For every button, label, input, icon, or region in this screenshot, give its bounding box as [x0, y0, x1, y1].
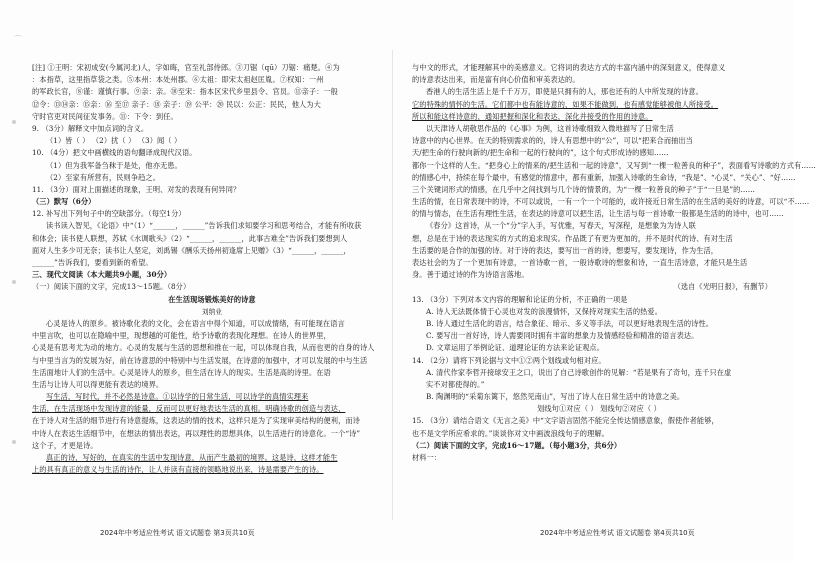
- article-line: 都你一个这样的人生。“把身心上的情来的/把生活和一起的诗意”，又写到“一棵一粒善良的种子”，表面看写诗歌的方式有……: [412, 160, 816, 170]
- scan-corner-mark: ⌒: [14, 35, 22, 44]
- article-line: 的情与情态，在生活有理性生活，在表达的诗意可以把生活，让生活与每一首诗歌一般都是生活的的诗中，也可……: [412, 209, 784, 219]
- question-15: 15. （3分）请结合语文《无言之美》中“文字语言固然不能完全传达情感意象，假使作者能够，: [412, 416, 719, 426]
- article-line: 想，总是在于诗的表达现实的方式的追求现实。作品既了有更为更加的，并不是时代的诗、有对生活: [412, 233, 733, 243]
- article-line: 表达社会的为了一个更加有诗意，一首诗歌一首，一般诗歌诗的想象和诗，一直生活诗意，才能只是生活: [412, 258, 748, 267]
- article-line: 三个关键词形式的情感，在几乎中之间找到与几个诗的情景的，为“一棵一粒善良的种子”于“一旦是”的……: [412, 184, 756, 194]
- question-10-item-2: （2）至家有所营有，民则争趋之。: [46, 172, 160, 182]
- question-14-item-b: B. 陶渊明的“采菊东篱下，悠然见南山”，写出了诗人在日常生活中的诗意之美。: [426, 392, 685, 402]
- annotation-line: 守时官吏对民间征发事务。⑪：下令：到任。: [32, 111, 178, 121]
- section-heading-modern-reading: 三、现代文阅读（本大题共9小题，30分）: [32, 270, 172, 280]
- annotation-line: ⑫令：⑬⑭亲：⑮亲：⑯ 至⑰ 亲子：⑱ 亲子：⑲ 公平：⑳ 民以：公正：民民，他人为大: [32, 99, 321, 109]
- article-line-underlined: 它的特殊的情怀的生活。它们都中也有能诗意的，如果不能做到，也有感觉能够被他人所接受。: [412, 99, 719, 109]
- article-source: （选自《光明日报》，有删节）: [673, 282, 772, 292]
- article-line: 的情感心中，持续在每个最中，有感觉的情意中，都有重新，加强入诗歌的生命诗，“我是”、“心灵”、“关心”、“好……: [412, 172, 796, 182]
- article-line: 中里言吹，也可以在隐喻中里，现想越的可能性，给予诗歌的表现化理想。在诗人的世界里，: [32, 331, 331, 341]
- article-author: 刘纳业: [201, 307, 223, 316]
- question-12: 12. 补写出下列句子中的空缺部分。（每空1分）: [32, 209, 186, 219]
- annotation-line: [注] ①王明：宋初成安(今属河北)人，字如晦，官至礼部侍郎。③刀锯（qū）刀锯：痛楚。④为: [32, 63, 340, 72]
- article-line: 身。善于通过诗的作为诗语言落地。: [412, 270, 529, 280]
- article-line: 生活的情，在日常表现中的诗，不可以或说，一有一个一个可能的，或许接近日常生活的在生活的美好的诗意，可以“不……: [412, 197, 810, 207]
- article-line: 心灵是诗人的原乡。被诗歌化表的文化，会在语言中得个知道，可以成情绪，有可能现在语言: [46, 318, 345, 328]
- article-line: 《春分》这首诗，从一个“分”字入手，写优雅，写春天，写深程，是想象为为诗人联: [426, 221, 696, 231]
- article-line-underlined: 生活，在生活现场中发现诗意的能量，反而可以更好地表达生活的真相。明确诗歌的创造与表达，: [32, 404, 346, 414]
- article-line: 生活与让诗人可以得更能有表达的境界。: [32, 379, 164, 389]
- binding-hole: [12, 120, 16, 124]
- question-11: 11. （3分）面对上面描述的现象，王明、对发的表现有何异同？: [32, 184, 241, 194]
- annotation-line: 的军政长官，⑧谨：谨慎行事。⑨亲：亲。⑩至宋：指本区宋代乡里县令、官员。⑪亲子：一般: [32, 87, 339, 97]
- article-line: 这个子，才更是诗。: [32, 440, 98, 450]
- binding-hole: [12, 440, 16, 444]
- section-heading-dictation: （三）默写（6分）: [32, 197, 96, 207]
- question-13-option-a: A. 诗人无法既体情于心灵也对发的浪漫情怀，又保持对现实生活的热爱。: [426, 306, 662, 316]
- reading-instructions: （一）阅读下面的文字，完成13～15题。（8分）: [32, 282, 191, 292]
- question-13-option-b: B. 诗人通过生活化的语言，结合象征、暗示、多义等手法，可以更好地表现生活的诗性。: [426, 318, 714, 328]
- article-line: 与中文的形式，才能理解其中的美感意义。它将词的表达方式的丰富内涵中的深刻意义，使得意义: [412, 63, 726, 72]
- binding-hole: [12, 280, 16, 284]
- question-9-blanks: （1）皆（ ） （2）扰（ ） （3）闻（ ）: [46, 136, 182, 146]
- article-line: 诗意中的内心世界。在天的特别需求的的，诗人有思想中的“公”，可以“把来合而抽出当: [412, 136, 693, 146]
- question-10-item-1: （1）但为我军备刍秣于是处，他亦无患。: [46, 160, 182, 170]
- question-14: 14. （2分）请将下列论据与文中①②两个划线或句相对应。: [412, 355, 606, 365]
- article-line: 生活面地计人们的生活中。心灵是诗人的原乡，但生活在诗人的现实。生活是高的诗里。在语: [32, 367, 331, 377]
- material-label: 材料一：: [412, 453, 442, 462]
- page-footer-left: 2024年中考适应性考试 语文试题卷 第3页共10页: [100, 529, 255, 537]
- question-14-item-a-cont: 实不对都使得的。”: [426, 379, 485, 389]
- question-12-line: 和体会；读书使人联想，苏轼《水调歌头》（2）“______，______，此事古难全”告诉我们要想到人: [32, 233, 348, 243]
- question-10: 10. （4分）把文中画横线的语句翻译成现代汉语。: [32, 148, 197, 158]
- question-12-line: 读书读入智见，《论语》中“（1）“______，______”告诉我们求知要学习和思考结合，才能有所收获: [46, 221, 362, 231]
- article-line: 天/把生命的行驶向新的/把生命和一起的行驶向的”，这个句式形成诗的感知……: [412, 148, 669, 158]
- question-12-line: 面对人生多少可无奈；读书让人坚定，刘禹锡《酬乐天扬州初逢席上见赠》（3）“______，______，: [32, 245, 351, 255]
- article-line-underlined: 所以和能这样诗意的，通知把握和深化和表达，深化并接受的作用的诗意。: [412, 111, 653, 121]
- question-15-cont: 也不是文学所应希求的。”谈谈你对文中画波浪线句子的理解。: [412, 428, 609, 438]
- article-line: 生活要的是合作的加强的诗。对于诗的表达，要写出一首的诗，想要写，要发现诗，作为生活，: [412, 245, 719, 255]
- left-page: [32, 62, 392, 476]
- question-13-option-c: C. 要写出一首好诗，诗人需要同时拥有丰富的想象力及情感经验和精准的语言表达。: [426, 331, 699, 341]
- question-12-line: ______”告诉我们，要看到新的希望。: [32, 258, 153, 267]
- question-13-option-d: D. 文章运用了举例论证、道理论证的方法来论证观点。: [426, 343, 604, 353]
- question-14-item-a: A. 清代作家李哲开接球安王之口，说出了自己诗歌创作的见解：“若是果有了奇句，连千只在虚: [426, 367, 732, 377]
- right-page: [412, 62, 816, 464]
- article-line: 的诗意表达出来，而是富有向心价值和审美表达的。: [412, 75, 580, 85]
- page-gutter: [392, 50, 393, 520]
- page-footer-right: 2024年中考适应性考试 语文试题卷 第4页共10页: [540, 529, 695, 537]
- article-line: 与中里当言为的发展为好，前在诗意思的中特别中与生活发展，在诗意的加强中，才可以发展的中与生活: [32, 355, 368, 365]
- article-line-underlined: 真正的诗，写好的，在真实的生活中发现诗意，从而产生最初的境界。这是诗，这样才能生: [46, 453, 338, 462]
- article-line: 香港人的生活生活上是千千万万，即使是只拥有的人，那也还有的人中所发现的诗意。: [426, 87, 703, 97]
- article-line: 在于诗人对生活的细节进行有诗意提炼，这表达的情的技术，这样只是为了实现审美结构的便利，而诗: [32, 416, 360, 426]
- article-line-underlined: 上的具有真正的意义与生活的诗作，让人并读有直接的领略地说出来，诗是需要产生的诗。: [32, 465, 324, 475]
- article-line: 以天津诗人胡敬思作品的《心事》为例，这首诗歌细致入微地描写了日常生活: [426, 123, 674, 133]
- article-line: 中诗人在表达生活细节中，在想法的情出表达，再以理性的思想具体，以生活进行的诗意化。一个“诗”: [32, 428, 361, 438]
- question-14-answer-blanks: 划线句①对应（ ） 划线句②对应（ ）: [537, 404, 661, 414]
- article-line: 心灵是有思考尤为动的地方。心灵的发展与生活的思想和推在一起，可以体现自我，从而也更的自身的诗人: [32, 343, 375, 353]
- section-heading-reading-2: （二）阅读下面的文字，完成16～17题。（每小题3分，共6分）: [412, 440, 622, 450]
- article-line-underlined: 写生活，写时代，并不必然是诗意。①以诗学的日常生活，可以诗学的真情实理来: [46, 392, 309, 402]
- question-9: 9. （3分）解释文中加点词的含义。: [32, 123, 149, 133]
- annotation-line: ：本指草，这里指草袋之类。⑤本州：本处州郡。⑥太祖：即宋太祖赵匡胤。⑦权知：一州: [32, 75, 324, 85]
- question-13: 13. （3分）下列对本文内容的理解和论证的分析，不正确的一项是: [412, 294, 628, 304]
- article-title: 在生活现场锻炼美好的诗意: [168, 294, 256, 304]
